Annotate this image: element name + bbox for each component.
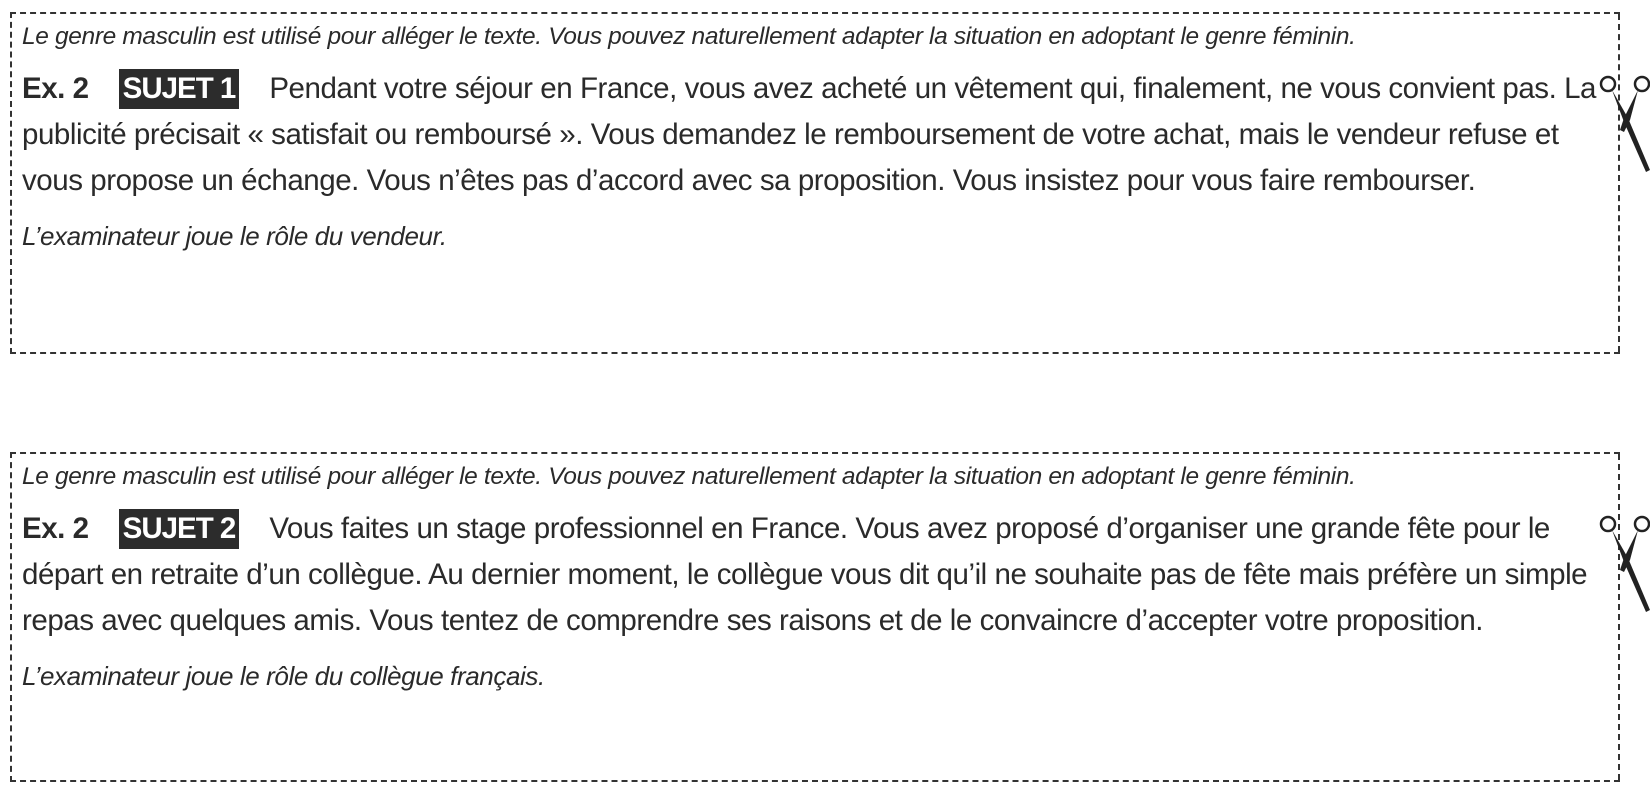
subject-card-2 [10, 452, 1620, 782]
gender-notice: Le genre masculin est utilisé pour alléger le texte. Vous pouvez naturellement adapter la situation en adoptant le genre féminin. [22, 463, 1356, 490]
subject-text: Pendant votre séjour en France, vous avez acheté un vêtement qui, finalement, ne vous convient pas. La publicité précisait « satisfait ou remboursé ». Vous demandez le remboursement de votre achat, mais le vendeur refuse et vous propose un échange. Vous n’êtes pas d’accord avec sa proposition. Vous insistez pour vous faire rembourser. [22, 72, 1597, 197]
exercise-label: Ex. 2 [22, 72, 89, 105]
subject-card-1 [10, 12, 1620, 354]
examiner-role: L’examinateur joue le rôle du collègue français. [22, 661, 545, 691]
subject-text: Vous faites un stage professionnel en France. Vous avez proposé d’organiser une grande fête pour le départ en retraite d’un collègue. Au dernier moment, le collègue vous dit qu’il ne souhaite pas de fête mais préfère un simple repas avec quelques amis. Vous tentez de comprendre ses raisons et de le convaincre d’accepter votre proposition. [22, 512, 1588, 637]
scissors-icon [1598, 514, 1650, 614]
subject-prompt [22, 506, 1620, 644]
exercise-label: Ex. 2 [22, 512, 89, 545]
subject-badge: SUJET 2 [119, 509, 240, 549]
subject-badge: SUJET 1 [119, 69, 240, 109]
examiner-role: L’examinateur joue le rôle du vendeur. [22, 221, 447, 251]
card-cut-line [1618, 454, 1620, 780]
card-cut-line [1618, 14, 1620, 352]
gender-notice: Le genre masculin est utilisé pour alléger le texte. Vous pouvez naturellement adapter la situation en adoptant le genre féminin. [22, 23, 1356, 50]
scissors-icon [1598, 74, 1650, 174]
subject-prompt [22, 66, 1620, 204]
